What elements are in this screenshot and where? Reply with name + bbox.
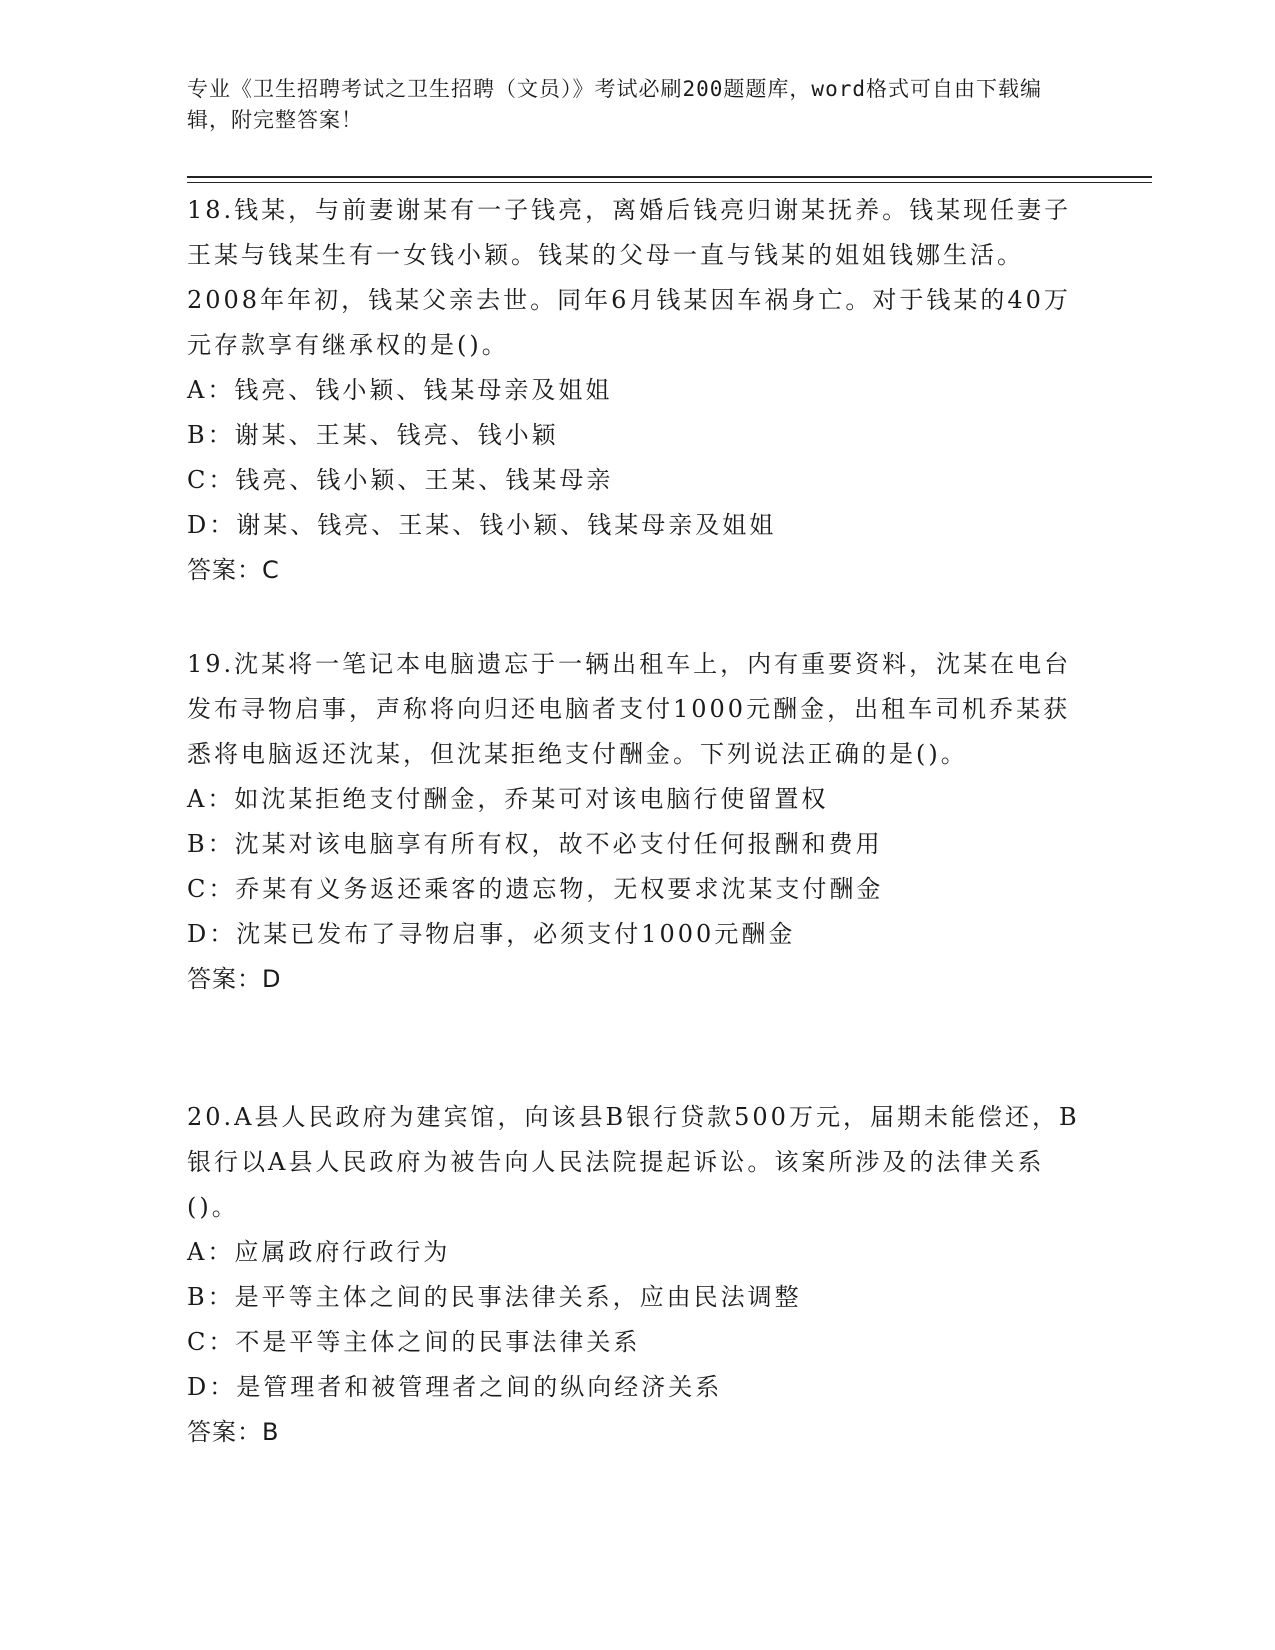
header-divider-thin: [187, 182, 1152, 183]
option-c: C：钱亮、钱小颖、王某、钱某母亲: [187, 466, 614, 494]
option-a: A：钱亮、钱小颖、钱某母亲及姐姐: [187, 376, 613, 404]
option-d: D：是管理者和被管理者之间的纵向经济关系: [187, 1373, 723, 1401]
question-18: [187, 188, 1087, 593]
option-b: B：沈某对该电脑享有所有权，故不必支付任何报酬和费用: [187, 830, 883, 858]
question-stem: 18.钱某，与前妻谢某有一子钱亮，离婚后钱亮归谢某抚养。钱某现任妻子王某与钱某生有一女钱小颖。钱某的父母一直与钱某的姐姐钱娜生活。2008年年初，钱某父亲去世。同年6月钱某因车祸身亡。对于钱某的40万元存款享有继承权的是()。: [187, 196, 1072, 359]
option-d: D：谢某、钱亮、王某、钱小颖、钱某母亲及姐姐: [187, 511, 777, 539]
option-c: C：不是平等主体之间的民事法律关系: [187, 1328, 641, 1356]
header-divider-thick: [187, 176, 1152, 178]
option-b: B：是平等主体之间的民事法律关系，应由民法调整: [187, 1283, 802, 1311]
option-a: A：应属政府行政行为: [187, 1238, 451, 1266]
option-d: D：沈某已发布了寻物启事，必须支付1000元酬金: [187, 920, 796, 948]
option-c: C：乔某有义务返还乘客的遗忘物，无权要求沈某支付酬金: [187, 875, 884, 903]
question-stem: 19.沈某将一笔记本电脑遗忘于一辆出租车上，内有重要资料，沈某在电台发布寻物启事，声称将向归还电脑者支付1000元酬金，出租车司机乔某获悉将电脑返还沈某，但沈某拒绝支付酬金。下列说法正确的是()。: [187, 650, 1072, 768]
document-header: 专业《卫生招聘考试之卫生招聘（文员）》考试必刷200题题库，word格式可自由下载编辑，附完整答案！: [187, 77, 1042, 132]
answer: 答案：B: [187, 1418, 280, 1446]
answer: 答案：C: [187, 556, 280, 584]
question-stem: 20.A县人民政府为建宾馆，向该县B银行贷款500万元，届期未能偿还，B银行以A县人民政府为被告向人民法院提起诉讼。该案所涉及的法律关系()。: [187, 1103, 1080, 1221]
question-20: [187, 1095, 1087, 1455]
answer: 答案：D: [187, 965, 282, 993]
option-a: A：如沈某拒绝支付酬金，乔某可对该电脑行使留置权: [187, 785, 829, 813]
option-b: B：谢某、王某、钱亮、钱小颖: [187, 421, 559, 449]
question-19: [187, 642, 1087, 1002]
